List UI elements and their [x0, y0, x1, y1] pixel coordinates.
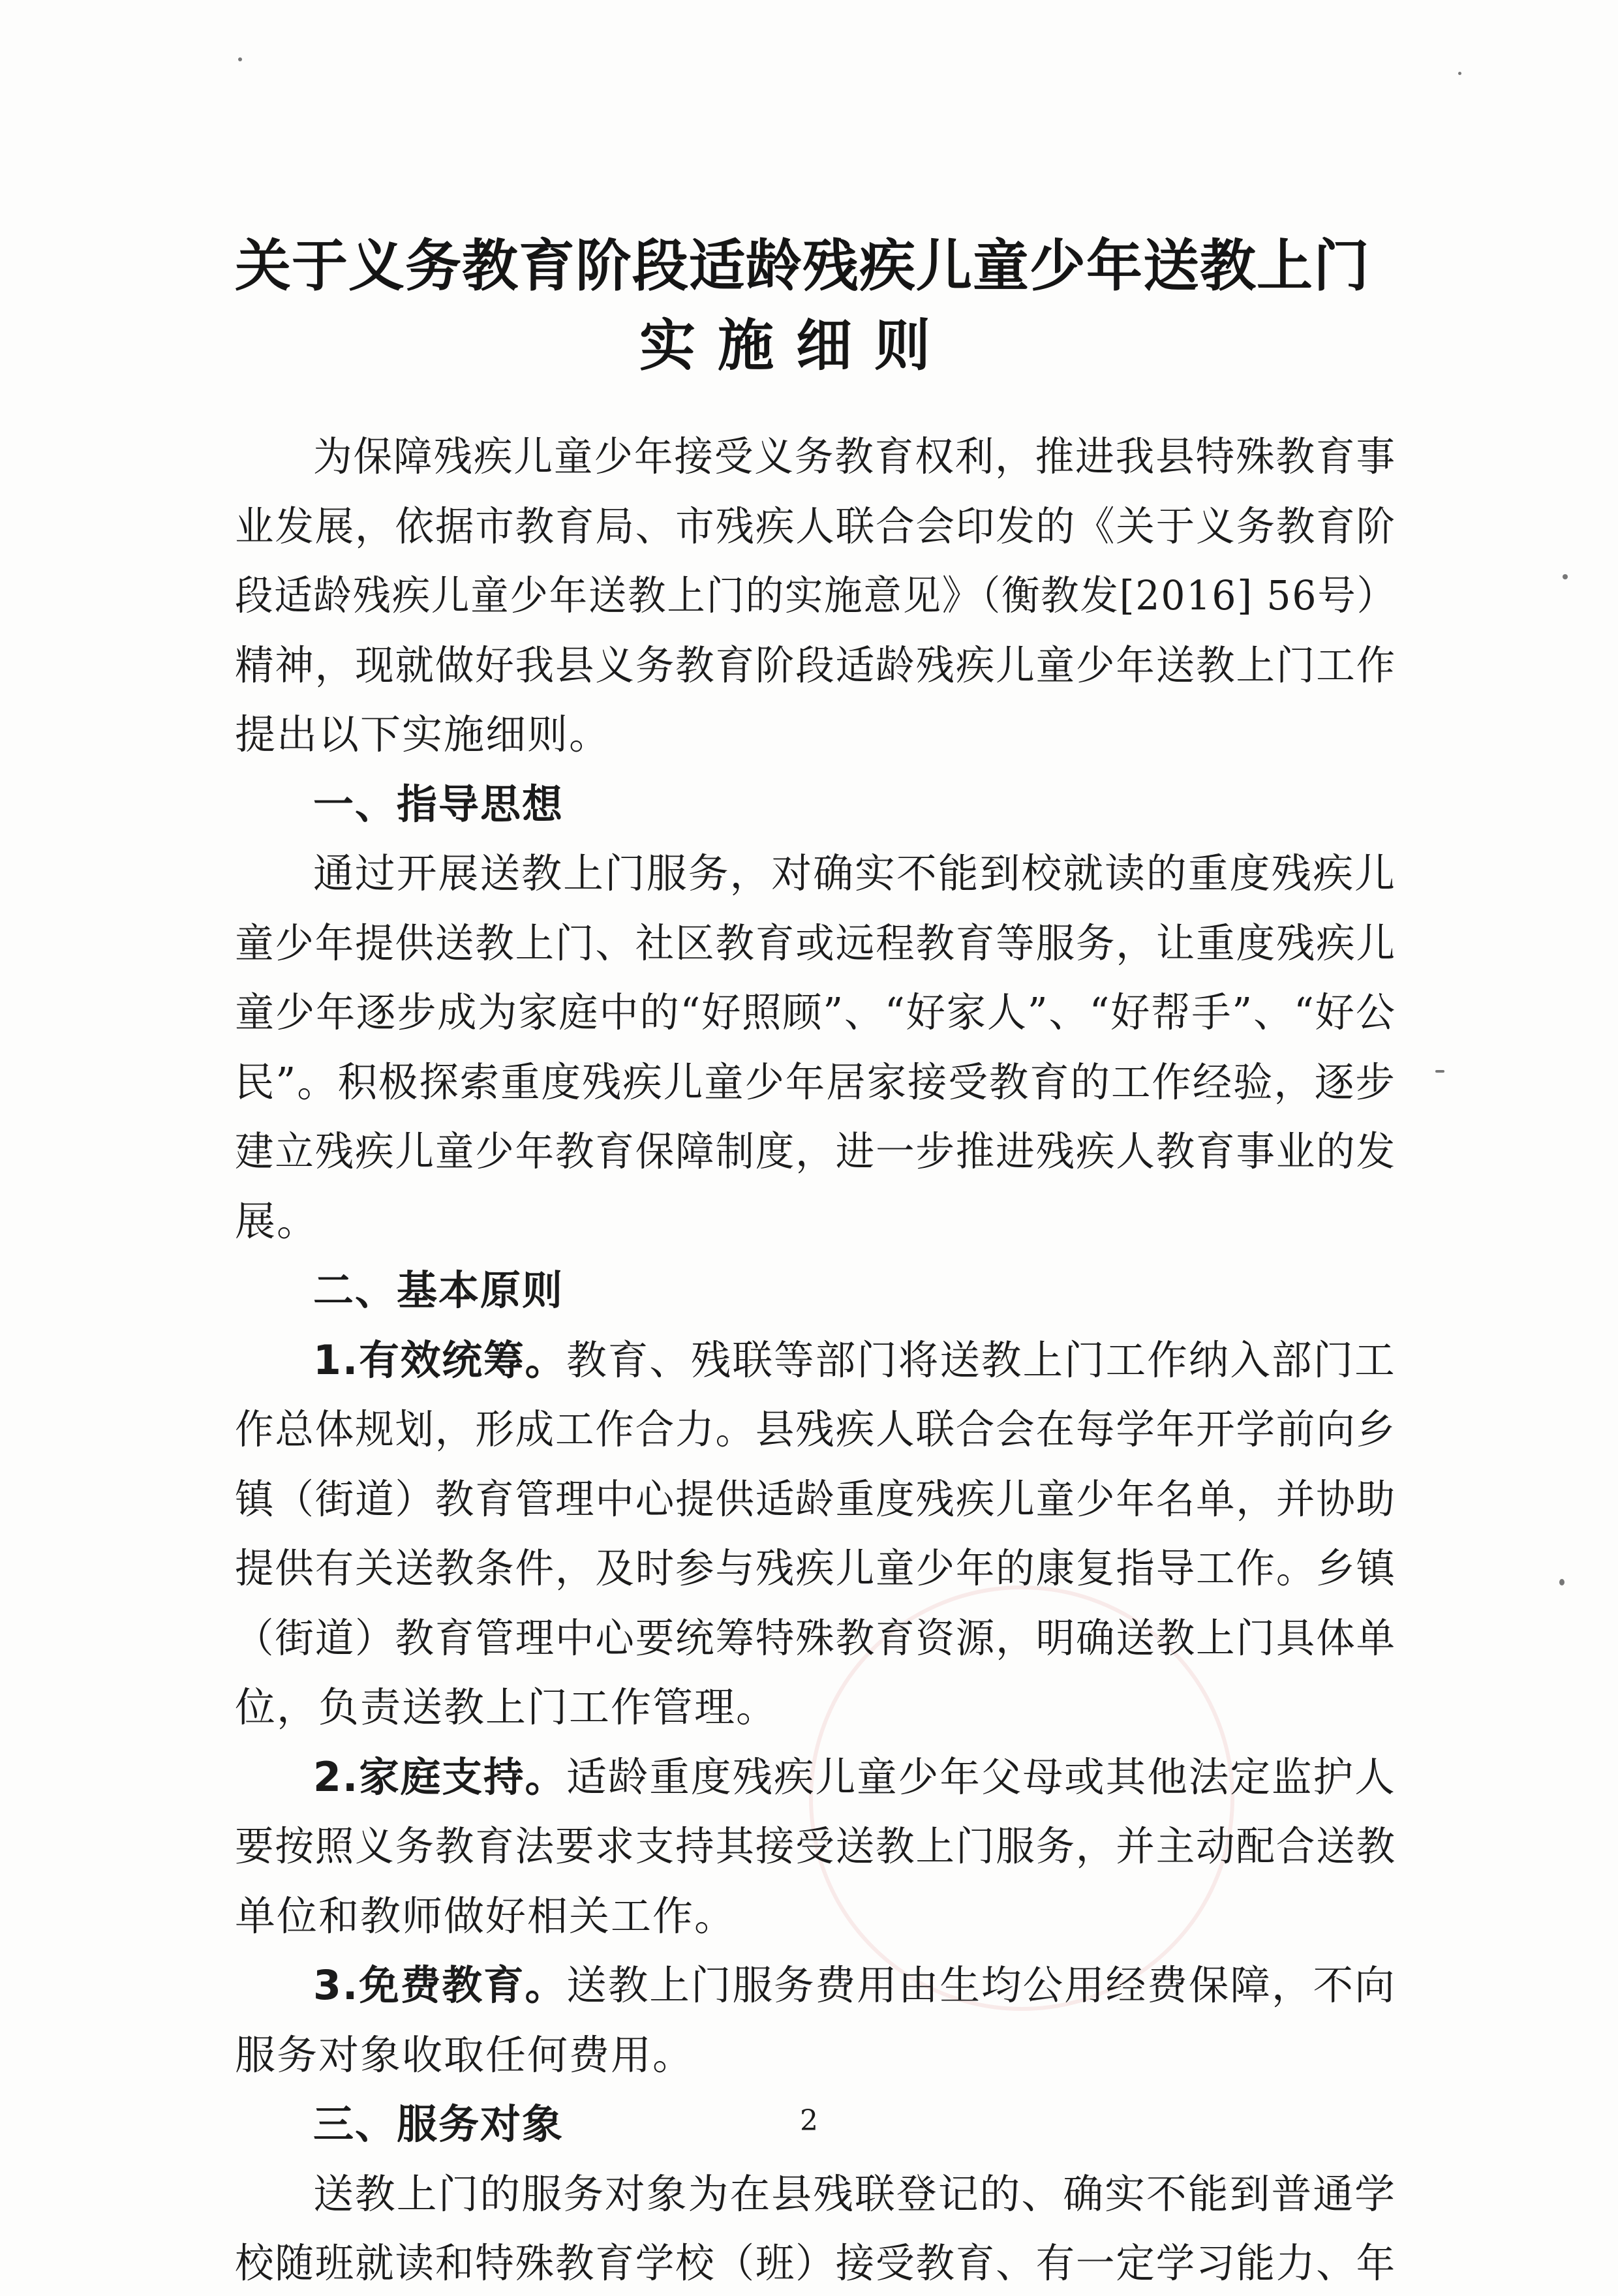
- line-text: 为保障残疾儿童少年接受义务教育权利，推进我县特殊教育事: [313, 433, 1397, 480]
- line-text: （街道）教育管理中心要统筹特殊教育资源，明确送教上门具体单: [235, 1614, 1397, 1662]
- line-text: 校随班就读和特殊教育学校（班）接受教育、有一定学习能力、年: [235, 2239, 1397, 2287]
- body-line: [313, 1745, 1396, 1810]
- body-line: [235, 1884, 736, 1949]
- body-line: [235, 1119, 1396, 1184]
- scan-speck: [238, 57, 242, 61]
- principle-lead: 2.家庭支持。: [313, 1753, 567, 1801]
- line-text: 二、基本原则: [313, 1266, 564, 1314]
- scan-speck: [1435, 1070, 1444, 1073]
- line-text: 适龄重度残疾儿童少年父母或其他法定监护人: [566, 1753, 1396, 1801]
- scan-speck: [1559, 1579, 1565, 1585]
- line-text: 童少年提供送教上门、社区教育或远程教育等服务，让重度残疾儿: [235, 919, 1397, 967]
- body-line: [235, 2023, 694, 2088]
- body-line: [313, 1328, 1396, 1393]
- body-line: [235, 1675, 778, 1740]
- line-text: 精神，现就做好我县义务教育阶段适龄残疾儿童少年送教上门工作: [235, 641, 1397, 689]
- line-text: 童少年逐步成为家庭中的“好照顾”、“好家人”、“好帮手”、“好公: [235, 988, 1396, 1036]
- body-line: [313, 2162, 1396, 2227]
- line-text: 民”。积极探索重度残疾儿童少年居家接受教育的工作经验，逐步: [235, 1058, 1396, 1106]
- line-text: 送教上门服务费用由生均公用经费保障，不向: [566, 1961, 1396, 2009]
- body-line: [235, 1606, 1396, 1671]
- body-line: [235, 563, 1396, 628]
- body-line: [235, 1189, 318, 1254]
- line-text: 服务对象收取任何费用。: [235, 2031, 695, 2079]
- line-text: 作总体规划，形成工作合力。县残疾人联合会在每学年开学前向乡: [235, 1405, 1397, 1453]
- line-text: 通过开展送教上门服务，对确实不能到校就读的重度残疾儿: [313, 850, 1397, 897]
- body-line: [235, 2231, 1396, 2296]
- line-text: 业发展，依据市教育局、市残疾人联合会印发的《关于义务教育阶: [235, 502, 1397, 550]
- body-line: [235, 1814, 1396, 1879]
- line-text: 展。: [235, 1197, 319, 1245]
- line-text: 一、指导思想: [313, 780, 564, 828]
- line-text: 单位和教师做好相关工作。: [235, 1892, 737, 1940]
- body-line: [235, 1467, 1396, 1532]
- body-line: [235, 1050, 1396, 1115]
- body-line: [313, 841, 1396, 906]
- section-heading: [313, 1258, 564, 1323]
- body-line: [235, 911, 1396, 976]
- line-text: 提供有关送教条件，及时参与残疾儿童少年的康复指导工作。乡镇: [235, 1544, 1397, 1592]
- line-text: 送教上门的服务对象为在县残联登记的、确实不能到普通学: [313, 2170, 1397, 2218]
- line-text: 要按照义务教育法要求支持其接受送教上门服务，并主动配合送教: [235, 1822, 1397, 1870]
- document-title-line-2: 实施细则: [639, 313, 953, 378]
- scan-speck: [1458, 72, 1461, 75]
- section-heading: [313, 772, 564, 837]
- line-text: 三、服务对象: [313, 2100, 564, 2148]
- body-line: [235, 1536, 1396, 1601]
- body-line: [313, 424, 1396, 489]
- principle-lead: 3.免费教育。: [313, 1961, 567, 2009]
- line-text: 建立残疾儿童少年教育保障制度，进一步推进残疾人教育事业的发: [235, 1127, 1397, 1175]
- line-text: 教育、残联等部门将送教上门工作纳入部门工: [566, 1336, 1396, 1384]
- scan-speck: [1563, 574, 1568, 579]
- body-line: [235, 1397, 1396, 1462]
- page-number: 2: [800, 2104, 818, 2137]
- line-text: 提出以下实施细则。: [235, 711, 611, 758]
- body-line: [235, 494, 1396, 559]
- body-line: [235, 633, 1396, 698]
- document-title-line-1: 关于义务教育阶段适龄残疾儿童少年送教上门: [235, 234, 1370, 299]
- line-text: 位，负责送教上门工作管理。: [235, 1683, 778, 1731]
- body-line: [235, 980, 1396, 1045]
- body-line: [313, 1953, 1396, 2018]
- principle-lead: 1.有效统筹。: [313, 1336, 567, 1384]
- line-text: 段适龄残疾儿童少年送教上门的实施意见》（衡教发[2016] 56号）: [235, 572, 1396, 619]
- body-line: [235, 702, 611, 767]
- line-text: 镇（街道）教育管理中心提供适龄重度残疾儿童少年名单，并协助: [235, 1475, 1397, 1523]
